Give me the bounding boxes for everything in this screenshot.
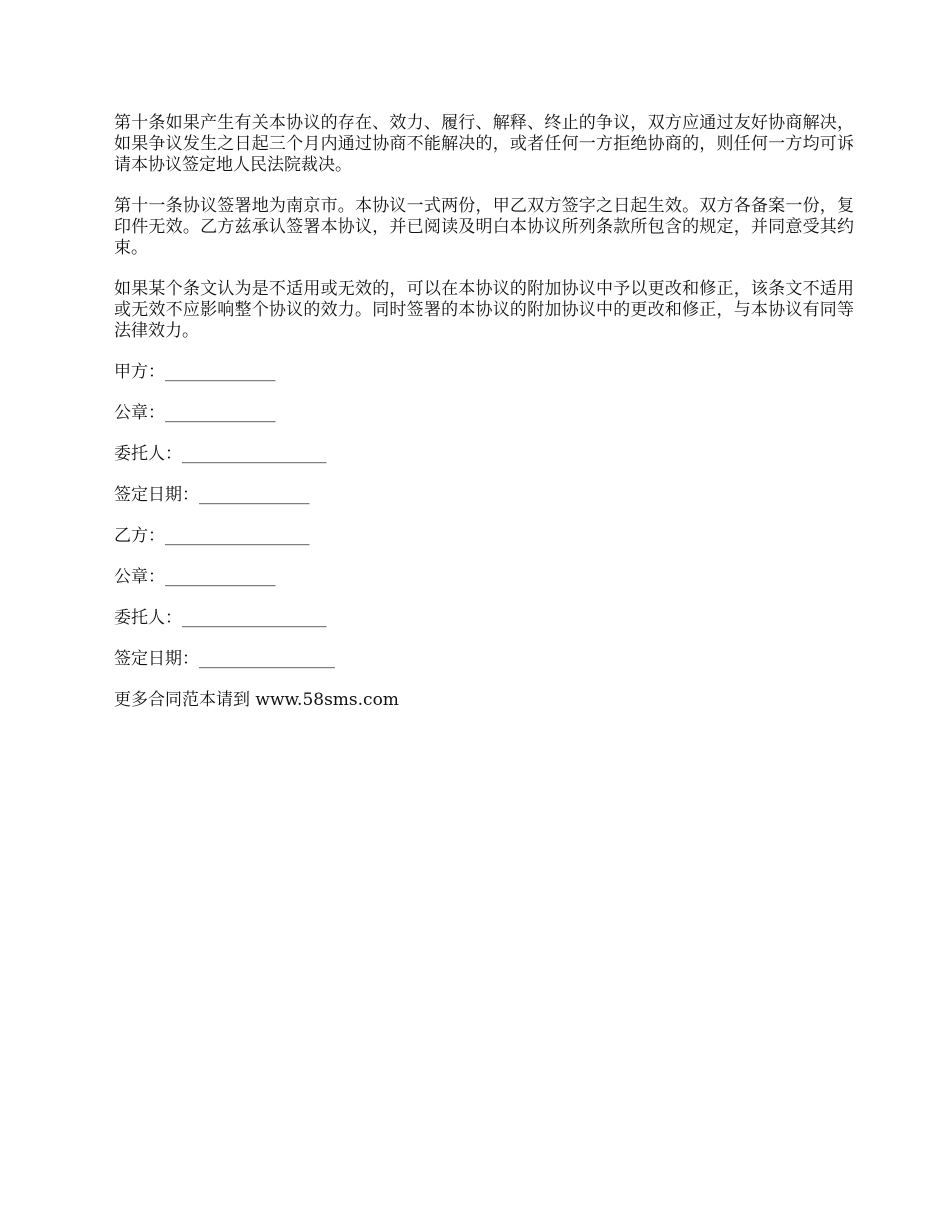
party-b-date-line: 签定日期：________________	[114, 649, 335, 669]
footer-website-text: 更多合同范本请到 www.58sms.com	[114, 690, 399, 710]
clause-10-paragraph: 第十条如果产生有关本协议的存在、效力、履行、解释、终止的争议，双方应通过友好协商解决，如果争议发生之日起三个月内通过协商不能解决的，或者任何一方拒绝协商的，则任何一方均可诉请本协议签定地人民法院裁决。	[114, 113, 854, 175]
party-a-line: 甲方：_____________	[114, 362, 276, 382]
party-a-date-line: 签定日期：_____________	[114, 485, 310, 505]
party-b-agent-line: 委托人：_________________	[114, 608, 327, 628]
party-a-seal-line: 公章：_____________	[114, 403, 276, 423]
party-a-agent-line: 委托人：_________________	[114, 444, 327, 464]
amendment-paragraph: 如果某个条文认为是不适用或无效的，可以在本协议的附加协议中予以更改和修正，该条文不适用或无效不应影响整个协议的效力。同时签署的本协议的附加协议中的更改和修正，与本协议有同等法律效力。	[114, 279, 854, 341]
document-body	[114, 113, 854, 711]
party-b-seal-line: 公章：_____________	[114, 567, 276, 587]
party-b-line: 乙方：_________________	[114, 526, 310, 546]
clause-11-paragraph: 第十一条协议签署地为南京市。本协议一式两份，甲乙双方签字之日起生效。双方各备案一份，复印件无效。乙方兹承认签署本协议，并已阅读及明白本协议所列条款所包含的规定，并同意受其约束。	[114, 196, 854, 258]
